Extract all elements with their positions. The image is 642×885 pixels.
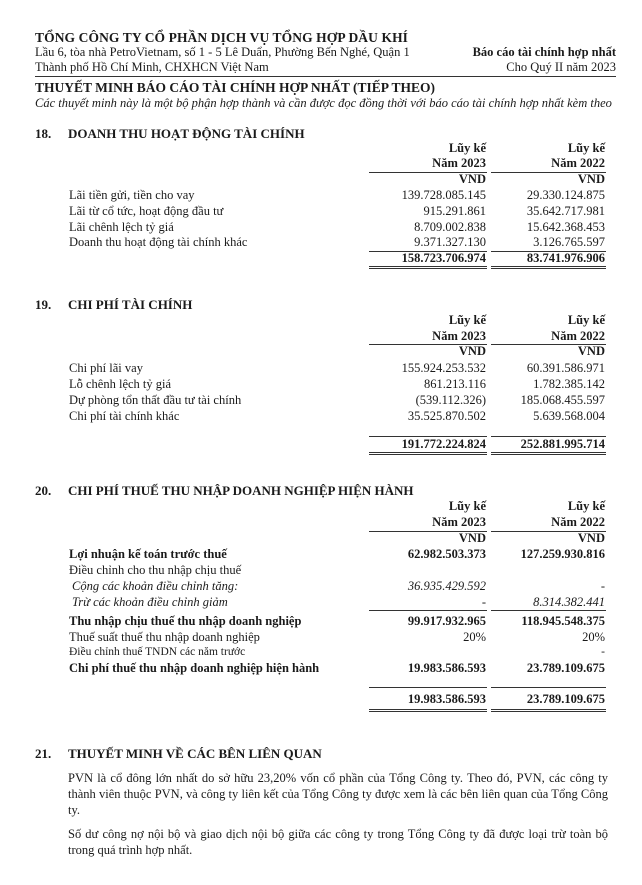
row-label: Thuế suất thuế thu nhập doanh nghiệp [69, 630, 260, 644]
document-subtitle: Các thuyết minh này là một bộ phận hợp thành và cần được đọc đồng thời với báo cáo tài chính hợp nhất kèm theo [35, 96, 612, 110]
value-2022: 1.782.385.142 [533, 377, 605, 391]
value-2023: 9.371.327.130 [414, 235, 486, 249]
col-2022-year: Năm 2022 [551, 515, 605, 529]
table-row [0, 630, 642, 645]
subtotal-rule [369, 687, 487, 688]
table-row [0, 393, 642, 408]
row-label: Thu nhập chịu thuế thu nhập doanh nghiệp [69, 614, 302, 628]
total-row [0, 692, 642, 707]
column-header-line1 [0, 499, 642, 514]
value-2022: 23.789.109.675 [526, 661, 605, 675]
table-row [0, 235, 642, 250]
report-type: Báo cáo tài chính hợp nhất [472, 45, 616, 59]
total-2023: 158.723.706.974 [401, 251, 486, 265]
col-2022-year: Năm 2022 [551, 329, 605, 343]
table-row [0, 409, 642, 424]
total-2022: 252.881.995.714 [520, 437, 605, 451]
col-2023-year: Năm 2023 [432, 156, 486, 170]
table-row [0, 661, 642, 676]
row-label: Lỗ chênh lệch tỷ giá [69, 377, 172, 391]
row-label: Chi phí thuế thu nhập doanh nghiệp hiện hành [69, 661, 320, 675]
col-2022-year: Năm 2022 [551, 156, 605, 170]
table-row [0, 220, 642, 235]
value-2023: 36.935.429.592 [407, 579, 486, 593]
col-2022-label: Lũy kế [567, 141, 605, 155]
col-2023-label: Lũy kế [448, 499, 486, 513]
table-row [0, 547, 642, 562]
related-parties-paragraph-2: Số dư công nợ nội bộ và giao dịch nội bộ giữa các công ty trong Tổng Công ty đã được loại trừ toàn bộ trong quá trình hợp nhất. [68, 827, 608, 857]
unit-label: VND [577, 531, 605, 545]
table-row [0, 614, 642, 629]
col-2023-label: Lũy kế [448, 313, 486, 327]
value-2022: 5.639.568.004 [533, 409, 605, 423]
value-2023: 915.291.861 [423, 204, 486, 218]
subtotal-rule [491, 687, 606, 688]
value-2022: 35.642.717.981 [526, 204, 605, 218]
column-header-line1 [0, 313, 642, 328]
value-2022: 15.642.368.453 [526, 220, 605, 234]
value-2023: 19.983.586.593 [407, 661, 486, 675]
col-2022-label: Lũy kế [567, 313, 605, 327]
col-2023-year: Năm 2023 [432, 329, 486, 343]
table-row [0, 188, 642, 203]
total-2022: 23.789.109.675 [526, 692, 605, 706]
value-2022: - [601, 646, 605, 658]
value-2022: - [600, 579, 605, 593]
unit-label: VND [577, 344, 605, 358]
row-label: Lãi tiền gửi, tiền cho vay [69, 188, 195, 202]
row-label: Chi phí lãi vay [69, 361, 143, 375]
header-divider [35, 76, 616, 77]
value-2022: 127.259.930.816 [520, 547, 605, 561]
section-18-title: DOANH THU HOẠT ĐỘNG TÀI CHÍNH [68, 126, 305, 141]
col-2023-year: Năm 2023 [432, 515, 486, 529]
table-row [0, 563, 642, 578]
unit-label: VND [577, 172, 605, 186]
value-2023: 139.728.085.145 [401, 188, 486, 202]
value-2022: 60.391.586.971 [526, 361, 605, 375]
total-double-rule [491, 709, 606, 712]
unit-label: VND [458, 531, 486, 545]
section-21-number: 21. [35, 746, 52, 761]
total-double-rule [369, 709, 487, 712]
total-2022: 83.741.976.906 [526, 251, 605, 265]
value-2023: 155.924.253.532 [401, 361, 486, 375]
company-city: Thành phố Hồ Chí Minh, CHXHCN Việt Nam [35, 60, 269, 74]
column-header-line2 [0, 329, 642, 344]
row-label: Doanh thu hoạt động tài chính khác [69, 235, 248, 249]
section-19-title: CHI PHÍ TÀI CHÍNH [68, 297, 193, 312]
value-2023: 62.982.503.373 [407, 547, 486, 561]
section-19-number: 19. [35, 297, 52, 312]
report-period: Cho Quý II năm 2023 [506, 60, 616, 74]
row-label: Cộng các khoản điều chỉnh tăng: [72, 579, 239, 593]
value-2022: 29.330.124.875 [526, 188, 605, 202]
value-2023: 8.709.002.838 [414, 220, 486, 234]
total-double-rule [369, 452, 487, 455]
subtotal-rule [491, 610, 606, 611]
table-row [0, 361, 642, 376]
value-2022: 185.068.455.597 [520, 393, 605, 407]
row-label: Trừ các khoản điều chỉnh giảm [72, 595, 228, 609]
company-name: TỔNG CÔNG TY CỔ PHẦN DỊCH VỤ TỔNG HỢP DẦU KHÍ [35, 30, 409, 45]
unit-row [0, 344, 642, 359]
value-2022: 3.126.765.597 [533, 235, 605, 249]
row-label: Lãi từ cổ tức, hoạt động đầu tư [69, 204, 224, 218]
subtotal-rule [369, 610, 487, 611]
value-2022: 8.314.382.441 [533, 595, 605, 609]
table-row [0, 204, 642, 219]
total-row [0, 251, 642, 266]
column-header-line1 [0, 141, 642, 156]
value-2022: 20% [582, 630, 605, 644]
column-header-line2 [0, 156, 642, 171]
section-21-title: THUYẾT MINH VỀ CÁC BÊN LIÊN QUAN [68, 746, 322, 761]
value-2023: 20% [463, 630, 486, 644]
row-label: Chi phí tài chính khác [69, 409, 180, 423]
total-row [0, 437, 642, 452]
row-label: Điều chỉnh cho thu nhập chịu thuế [69, 563, 242, 577]
value-2023: - [481, 595, 486, 609]
section-20-title: CHI PHÍ THUẾ THU NHẬP DOANH NGHIỆP HIỆN HÀNH [68, 483, 414, 498]
unit-row [0, 172, 642, 187]
col-2023-label: Lũy kế [448, 141, 486, 155]
total-double-rule [491, 452, 606, 455]
total-double-rule [369, 266, 487, 269]
table-row [0, 377, 642, 392]
row-label: Dự phòng tổn thất đầu tư tài chính [69, 393, 242, 407]
row-label: Lãi chênh lệch tỷ giá [69, 220, 174, 234]
table-row [0, 579, 642, 594]
value-2023: 99.917.932.965 [407, 614, 486, 628]
section-20-number: 20. [35, 483, 52, 498]
value-2023: 35.525.870.502 [407, 409, 486, 423]
row-label: Điều chỉnh thuế TNDN các năm trước [69, 646, 246, 658]
unit-label: VND [458, 344, 486, 358]
document-title: THUYẾT MINH BÁO CÁO TÀI CHÍNH HỢP NHẤT (TIẾP THEO) [35, 80, 435, 95]
column-header-line2 [0, 515, 642, 530]
unit-row [0, 531, 642, 546]
related-parties-paragraph-1: PVN là cổ đông lớn nhất do sở hữu 23,20% vốn cổ phần của Tổng Công ty. Theo đó, PVN, các công ty thành viên thuộc PVN, và công ty liên kết của Tổng Công ty được xem là các bên liên quan của Tổng Công ty. [68, 771, 608, 817]
section-18-number: 18. [35, 126, 52, 141]
company-address: Lầu 6, tòa nhà PetroVietnam, số 1 - 5 Lê Duẩn, Phường Bến Nghé, Quận 1 [35, 45, 410, 59]
total-2023: 19.983.586.593 [407, 692, 486, 706]
value-2023: 861.213.116 [423, 377, 486, 391]
col-2022-label: Lũy kế [567, 499, 605, 513]
row-label: Lợi nhuận kế toán trước thuế [69, 547, 227, 561]
unit-label: VND [458, 172, 486, 186]
value-2023: (539.112.326) [415, 393, 486, 407]
total-2023: 191.772.224.824 [401, 437, 486, 451]
table-row [0, 595, 642, 610]
total-double-rule [491, 266, 606, 269]
value-2022: 118.945.548.375 [521, 614, 605, 628]
table-row [0, 646, 642, 661]
